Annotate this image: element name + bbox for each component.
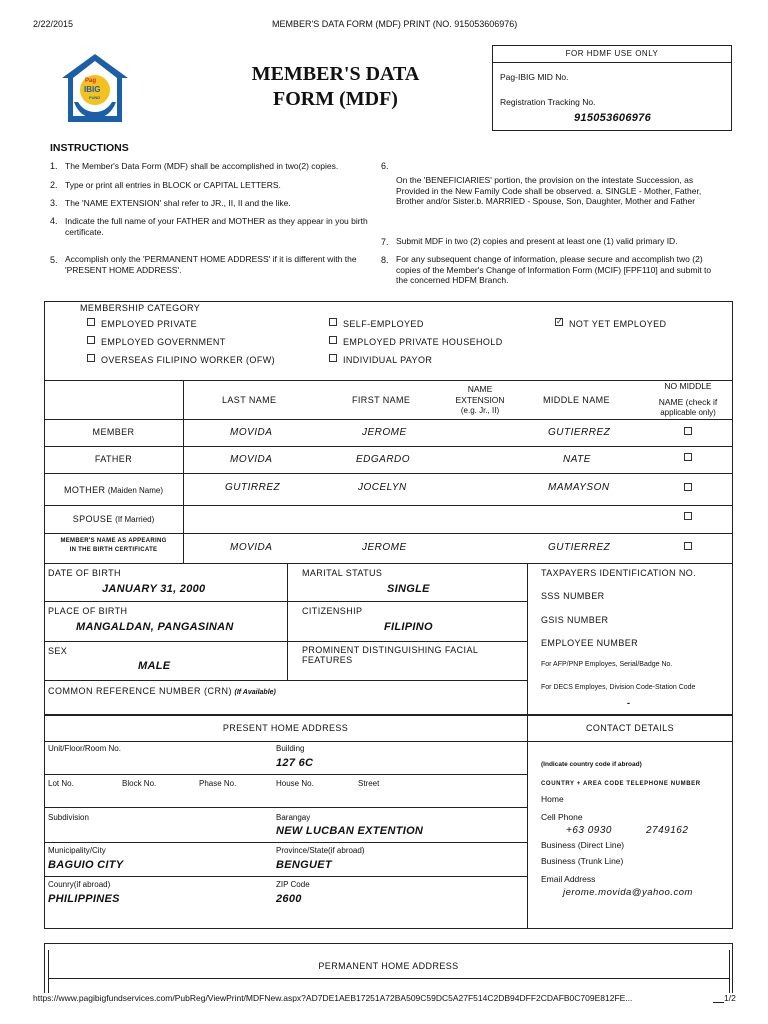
email-label: Email Address [541,874,596,884]
sss-label: SSS NUMBER [541,591,605,601]
checkbox-self-employed[interactable] [329,318,337,326]
logo-text-pag: Pag [85,78,97,84]
father-middle-name: NATE [563,454,591,465]
father-no-middle-checkbox[interactable] [684,453,692,461]
instruction-num: 2. [50,180,58,190]
address-heading: PRESENT HOME ADDRESS [222,723,349,733]
tracking-value: 915053606976 [574,112,652,124]
option-employed-private: EMPLOYED PRIVATE [101,319,198,329]
member-last-name: MOVIDA [230,427,273,438]
sex-value: MALE [138,660,171,672]
home-phone-label: Home [541,794,564,804]
house-label: House No. [276,779,314,788]
mother-first-name: JOCELYN [358,482,407,493]
marital-value: SINGLE [387,583,430,595]
instruction-num: 7. [381,237,389,247]
instruction-num: 6. [381,161,389,171]
option-not-yet-employed: NOT YET EMPLOYED [569,319,667,329]
option-individual-payor: INDIVIDUAL PAYOR [343,355,433,365]
instruction-8: For any subsequent change of information, please secure and accomplish two (2) copies of the Member's Change of Information Form (MCIF) [FPF110] and submit to the concerned HDFM Branch. [396,254,712,285]
father-first-name: EDGARDO [356,454,411,465]
tin-label: TAXPAYERS IDENTIFICATION NO. [541,568,697,578]
row-label-birthcert-1: MEMBER'S NAME AS APPEARING [60,538,167,544]
block-label: Block No. [122,779,157,788]
spouse-no-middle-checkbox[interactable] [684,512,692,520]
header-last-name: LAST NAME [222,395,277,405]
hdmf-heading: FOR HDMF USE ONLY [565,49,659,58]
spouse-label: SPOUSE [72,514,113,524]
crn-label: COMMON REFERENCE NUMBER (CRN) [48,686,232,696]
row-label-father: FATHER [94,454,133,464]
province-label: Province/State(if abroad) [276,846,365,855]
instruction-2: Type or print all entries in BLOCK or CAPITAL LETTERS. [65,180,281,190]
marital-label: MARITAL STATUS [302,568,383,578]
deped-label: For DECS Employes, Division Code-Station Code [541,684,696,691]
business-direct-label: Business (Direct Line) [541,840,625,850]
crn-hint: (If Available) [234,689,276,696]
deped-value: - [627,698,630,708]
subdivision-label: Subdivision [48,813,89,822]
instructions-heading: INSTRUCTIONS [50,142,129,154]
row-label-mother [44,485,183,495]
citizenship-value: FILIPINO [384,621,433,633]
business-trunk-label: Business (Trunk Line) [541,856,624,866]
checkbox-employed-government[interactable] [87,336,95,344]
header-nomid-3: applicable only) [660,408,716,417]
building-label: Building [276,744,305,753]
instruction-6: On the 'BENEFICIARIES' portion, the provision on the intestate Succession, as Provided in the New Family Code shall be observed. a. SINGLE - Mother, Father, Brother and/or Sister.b. MARRIED - Spouse, Son, Daughter, Mother and Father [396,175,702,206]
member-first-name: JEROME [362,427,407,438]
print-title: MEMBER'S DATA FORM (MDF) PRINT (NO. 915053606976) [272,19,518,29]
instruction-num: 8. [381,255,389,265]
building-value: 127 6C [276,757,314,769]
phase-label: Phase No. [199,779,237,788]
row-label-member: MEMBER [92,427,135,437]
country-label: Counry(if abroad) [48,880,111,889]
mother-last-name: GUTIRREZ [225,482,281,493]
cell-phone-label: Cell Phone [541,812,583,822]
instruction-1: The Member's Data Form (MDF) shall be accomplished in two(2) copies. [65,161,339,171]
unit-label: Unit/Floor/Room No. [48,744,121,753]
print-date: 2/22/2015 [33,19,74,29]
city-value: BAGUIO CITY [48,859,124,871]
pob-label: PLACE OF BIRTH [48,606,128,616]
dob-label: DATE OF BIRTH [48,568,121,578]
form-title-line1: MEMBER'S DATA [251,63,420,85]
country-value: PHILIPPINES [48,893,120,905]
features-label-1: PROMINENT DISTINGUISHING FACIAL [302,645,479,655]
lot-label: Lot No. [48,779,74,788]
barangay-value: NEW LUCBAN EXTENTION [276,825,424,837]
instruction-num: 5. [50,255,58,265]
barangay-label: Barangay [276,813,311,822]
sex-label: SEX [48,646,68,656]
mother-label-suffix: (Maiden Name) [107,486,164,495]
instruction-3: The 'NAME EXTENSION' shal refer to JR., II, II and the like. [65,198,291,208]
row-label-spouse [44,514,183,524]
permanent-heading: PERMANENT HOME ADDRESS [318,961,459,971]
pob-value: MANGALDAN, PANGASINAN [76,621,234,633]
instruction-7: Submit MDF in two (2) copies and present at least one (1) valid primary ID. [396,236,678,246]
header-nomid-2: NAME (check if [658,397,718,407]
mother-middle-name: MAMAYSON [548,482,610,493]
instruction-num: 1. [50,161,58,171]
checkbox-not-yet-employed[interactable]: ✓ [556,317,563,326]
option-private-household: EMPLOYED PRIVATE HOUSEHOLD [343,337,503,347]
option-employed-government: EMPLOYED GOVERNMENT [101,337,226,347]
print-url: https://www.pagibigfundservices.com/PubReg/ViewPrint/MDFNew.aspx?AD7DE1AEB17251A72BA509C59DC5A27F514C2DB94DFF2CDAFB0C709E812FE... [33,993,713,1003]
checkbox-private-household[interactable] [329,336,337,344]
birthcert-last-name: MOVIDA [230,542,273,553]
features-label-2: FEATURES [302,655,353,665]
email-value: jerome.movida@yahoo.com [563,887,693,898]
option-self-employed: SELF-EMPLOYED [343,319,424,329]
checkbox-individual-payor[interactable] [329,354,337,362]
header-ext-2: EXTENSION [455,395,505,405]
contact-columns: COUNTRY + AREA CODE TELEPHONE NUMBER [541,781,701,787]
option-ofw: OVERSEAS FILIPINO WORKER (OFW) [101,355,276,365]
instruction-num: 3. [50,198,58,208]
checkbox-ofw[interactable] [87,354,95,362]
contact-hint: (Indicate country code if abroad) [541,761,642,768]
cell-country-code: +63 0930 [566,825,612,836]
birthcert-no-middle-checkbox[interactable] [684,542,692,550]
member-middle-name: GUTIERREZ [548,427,611,438]
birthcert-first-name: JEROME [362,542,407,553]
instruction-num: 4. [50,216,58,226]
province-value: BENGUET [276,859,332,871]
employee-label: EMPLOYEE NUMBER [541,638,639,648]
print-page-number: 1/2 [724,993,736,1003]
father-last-name: MOVIDA [230,454,273,465]
header-ext-1: NAME [467,384,493,394]
afp-label: For AFP/PNP Employes, Serial/Badge No. [541,661,673,668]
checkbox-employed-private[interactable] [87,318,95,326]
form-title-line2: FORM (MDF) [273,88,398,110]
member-no-middle-checkbox[interactable] [684,427,692,435]
dob-value: JANUARY 31, 2000 [102,583,206,595]
mid-label: Pag-IBIG MID No. [500,72,569,82]
zip-label: ZIP Code [276,880,310,889]
instruction-5: Accomplish only the 'PERMANENT HOME ADDRESS' if it is different with the 'PRESENT HOME ADDRESS'. [65,254,357,275]
header-middle-name: MIDDLE NAME [543,395,610,405]
mother-label: MOTHER [63,485,106,495]
instruction-4: Indicate the full name of your FATHER and MOTHER as they appear in you birth certificate. [65,216,368,237]
citizenship-label: CITIZENSHIP [302,606,363,616]
birthcert-middle-name: GUTIERREZ [548,542,611,553]
tracking-label: Registration Tracking No. [500,97,596,107]
membership-heading: MEMBERSHIP CATEGORY [80,303,201,313]
contact-heading: CONTACT DETAILS [585,723,674,733]
gsis-label: GSIS NUMBER [541,615,609,625]
street-label: Street [358,779,380,788]
crn-row [48,686,276,696]
spouse-label-suffix: (If Married) [115,515,155,524]
header-first-name: FIRST NAME [352,395,411,405]
cell-number: 2749162 [646,825,689,836]
logo-text-ibig: IBIG [84,85,101,94]
zip-value: 2600 [276,893,302,905]
header-ext-3: (e.g. Jr., II) [460,406,500,415]
header-nomid-1: NO MIDDLE [664,381,712,391]
pagibig-logo [60,52,130,124]
row-label-birthcert-2: IN THE BIRTH CERTIFICATE [69,547,158,553]
city-label: Municipality/City [48,846,106,855]
logo-text-fund: FUND [89,95,101,100]
mother-no-middle-checkbox[interactable] [684,483,692,491]
